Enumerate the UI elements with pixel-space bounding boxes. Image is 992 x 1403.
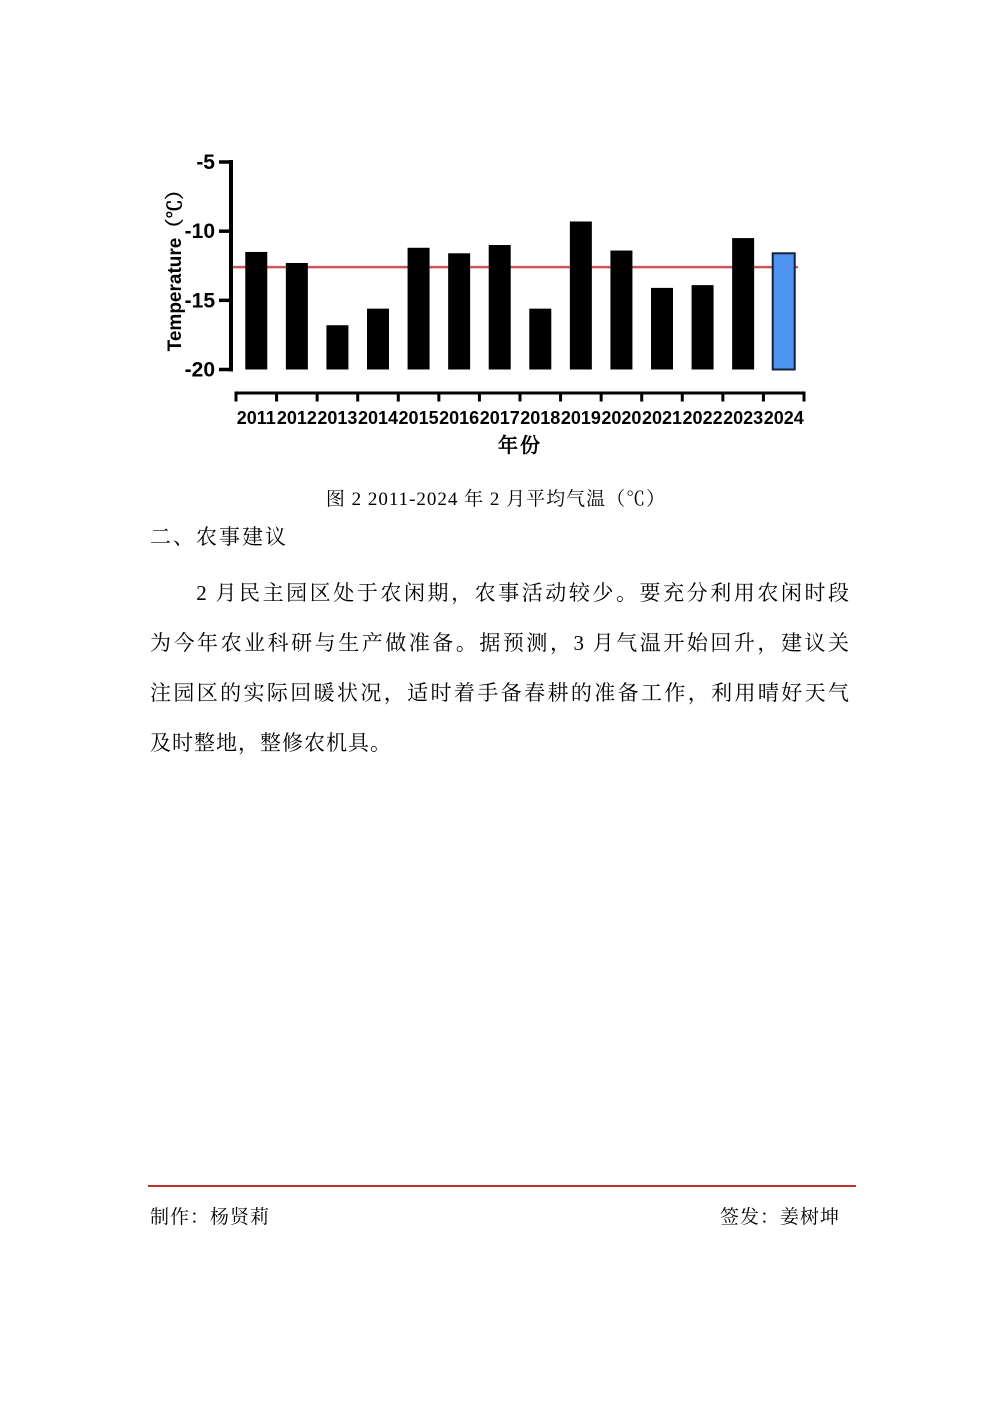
x-tick [275, 392, 278, 402]
x-tick [681, 392, 684, 402]
paragraph-line: 及时整地，整修农机具。 [150, 731, 392, 755]
x-tick-label: 2018 [520, 408, 561, 428]
x-tick-label: 2014 [357, 408, 399, 428]
x-axis-title: 年份 [498, 435, 542, 457]
bar-2012 [286, 263, 308, 370]
y-axis [185, 151, 233, 382]
x-tick-label: 2017 [479, 408, 520, 428]
bar-2024 [773, 253, 795, 369]
x-tick [519, 392, 522, 402]
x-tick [640, 392, 643, 402]
bar-2021 [651, 288, 673, 370]
y-tick-label: -20 [184, 358, 215, 382]
bar-2020 [610, 251, 632, 370]
y-tick-label: -15 [184, 289, 215, 313]
advice-paragraph [150, 568, 850, 768]
footer-maker: 制作：杨贤莉 [150, 1207, 271, 1228]
x-tick [762, 392, 765, 402]
y-tick-label: -10 [184, 220, 215, 244]
x-tick-label: 2011 [236, 408, 276, 428]
x-tick-label: 2024 [763, 408, 804, 428]
x-tick [356, 392, 359, 402]
bar-2013 [326, 325, 348, 369]
bar-2014 [367, 309, 389, 370]
x-tick-label: 2015 [398, 408, 439, 428]
paragraph-line: 为今年农业科研与生产做准备。据预测，3 月气温开始回升，建议关 [150, 631, 850, 655]
bar-2022 [692, 285, 714, 369]
x-axis [235, 392, 806, 429]
x-tick-label: 2012 [276, 408, 317, 428]
bar-2015 [408, 248, 430, 370]
x-tick [559, 392, 562, 402]
x-tick [721, 392, 724, 402]
footer [150, 1202, 856, 1229]
bar-2011 [245, 252, 267, 370]
bars [245, 221, 794, 369]
temperature-bar-chart [0, 0, 992, 470]
x-tick [803, 392, 806, 402]
x-tick [478, 392, 481, 402]
figure-caption: 图 2 2011-2024 年 2 月平均气温（℃） [325, 489, 667, 510]
x-tick-label: 2023 [723, 408, 764, 428]
y-tick-label: -5 [196, 151, 215, 174]
x-tick-label: 2021 [641, 408, 683, 428]
paragraph-line: 注园区的实际回暖状况，适时着手备春耕的准备工作，利用晴好天气 [150, 681, 850, 705]
y-tick [219, 229, 229, 233]
y-axis-title: Temperature（℃） [165, 180, 186, 352]
x-tick [437, 392, 440, 402]
x-tick [316, 392, 319, 402]
bar-2018 [529, 309, 551, 370]
bar-2023 [732, 238, 754, 369]
y-tick [219, 160, 229, 164]
x-tick-label: 2020 [601, 408, 642, 428]
bar-2016 [448, 253, 470, 369]
y-tick [219, 368, 229, 372]
y-tick [219, 299, 229, 303]
x-tick-label: 2019 [560, 408, 601, 428]
paragraph-line: 2 月民主园区处于农闲期，农事活动较少。要充分利用农闲时段 [196, 581, 850, 605]
x-tick-label: 2016 [439, 408, 480, 428]
x-tick [235, 392, 238, 402]
x-tick-label: 2022 [682, 408, 723, 428]
x-tick [600, 392, 603, 402]
section-heading: 二、农事建议 [150, 525, 288, 549]
footer-issuer: 签发：姜树坤 [719, 1207, 840, 1228]
bar-2019 [570, 221, 592, 369]
x-tick [397, 392, 400, 402]
bar-2017 [489, 245, 511, 370]
footer-divider [148, 1185, 856, 1187]
x-tick-label: 2013 [317, 408, 358, 428]
